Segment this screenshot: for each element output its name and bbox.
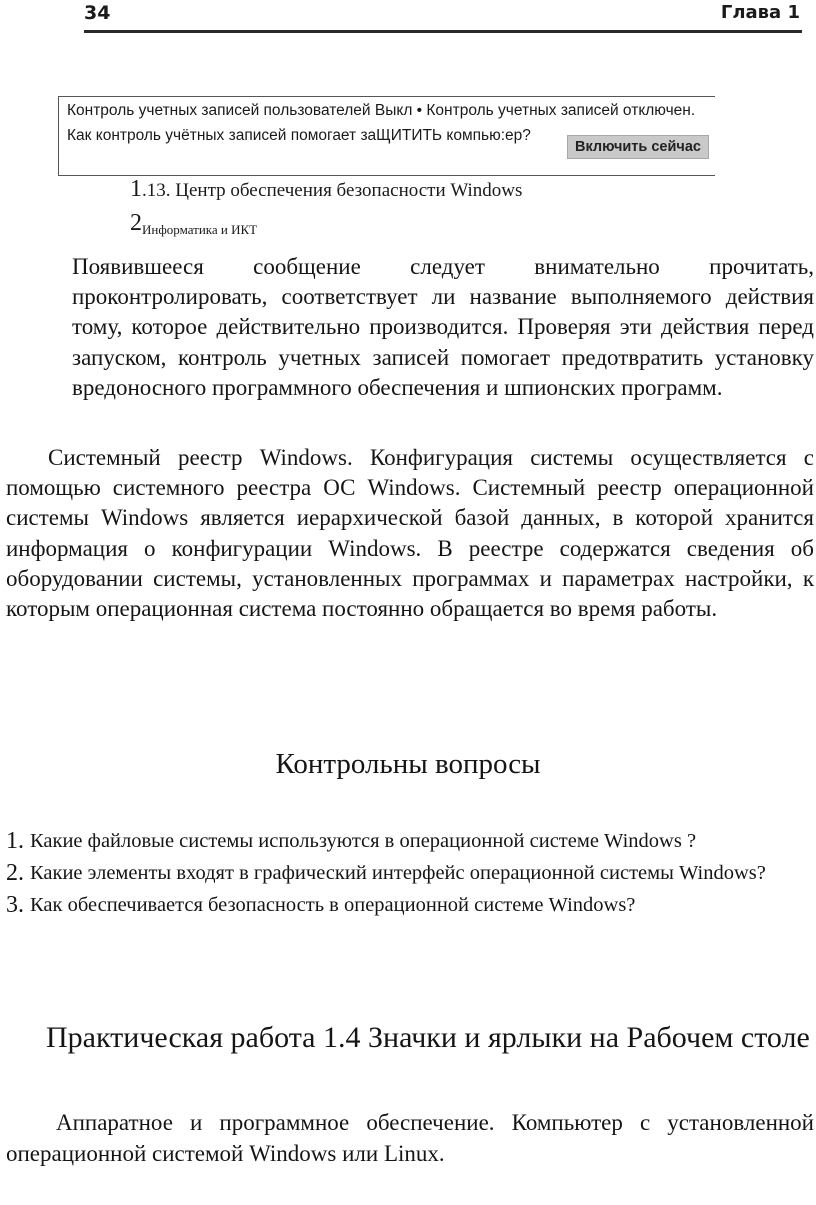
question-number: 2. (6, 860, 24, 886)
figure-subtitle (130, 210, 257, 237)
chapter-label: Глава 1 (720, 2, 800, 23)
equipment-paragraph: Аппаратное и программное обеспечение. Компьютер с установленной операционной системой Windows или Linux. (6, 1110, 814, 1166)
uac-screenshot-panel (58, 96, 715, 176)
question-text: Какие элементы входят в графический интерфейс операционной системы Windows? (30, 862, 766, 884)
question-number: 3. (6, 892, 24, 918)
subtitle-number: 2 (130, 210, 142, 236)
question-text: Какие файловые системы используются в операционной системе Windows ? (30, 830, 697, 852)
question-item (6, 826, 814, 856)
control-questions-heading: Контрольны вопросы (275, 748, 541, 780)
figure-number: 1 (130, 176, 142, 202)
question-text: Как обеспечивается безопасность в операционной системе Windows? (30, 894, 636, 916)
control-questions-list (6, 826, 814, 922)
uac-status-text: Контроль учетных записей пользователей Выкл • Контроль учетных записей отключен. (67, 102, 696, 119)
paragraph-registry: Системный реестр Windows. Конфигурация системы осуществляется с помощью системного реестра ОС Windows. Системный реестр операционной системы Windows является иерархической базой данных, в которой хранится информация о конфигурации Windows. В реестре содержатся сведения об оборудовании системы, установленных программах и параметрах настройки, к которым операционная система постоянно обращается во время работы. (6, 445, 814, 622)
question-number: 1. (6, 828, 24, 854)
figure-caption (130, 176, 522, 203)
uac-help-link[interactable]: Как контроль учётных записей помогает заЩИТИТЬ компью:ер? (67, 127, 531, 144)
paragraph-uac-explanation: Появившееся сообщение следует внимательно прочитать, проконтролировать, соответствует ли название выполняемого действия тому, которое действительно производится. Проверяя эти действия перед запуском, контроль учетных записей помогает предотвратить установку вредоносного программного обеспечения и шпионских программ. (72, 254, 814, 400)
running-header (84, 0, 802, 33)
question-item (6, 858, 814, 888)
subtitle-text: Информатика и ИКТ (142, 222, 258, 237)
question-item (6, 890, 814, 920)
enable-now-button[interactable]: Включить сейчас (567, 135, 709, 159)
figure-title: .13. Центр обеспечения безопасности Windows (142, 180, 523, 201)
practical-work-heading: Практическая работа 1.4 Значки и ярлыки на Рабочем столе (46, 1021, 810, 1054)
page-number: 34 (84, 2, 111, 24)
